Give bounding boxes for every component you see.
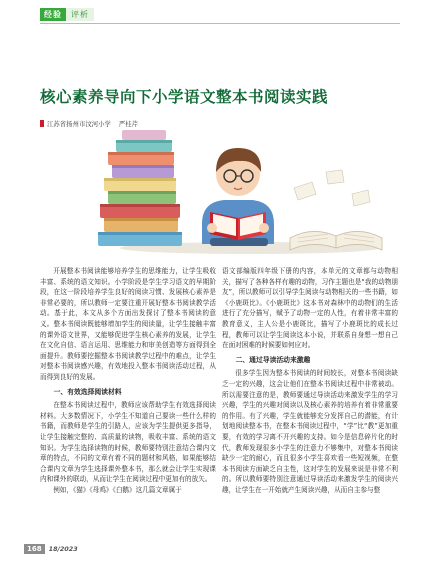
boy-reading-illustration-icon xyxy=(90,128,386,256)
book-stack-icon xyxy=(98,130,182,246)
header-divider xyxy=(40,23,400,24)
page-footer xyxy=(24,544,78,554)
paragraph: 在整本书阅读过程中，教师应该帮助学生有效选择阅读材料。大多数情况下，小学生不知道自己要读一些什么样的书籍，而教师是学生的引路人，应该为学生提供更多指导，让学生接触完整的、高质量的读物，吸收丰富、系统的语文知识。为学生选择读物的时候，教师要特别注意结合课内文章的特点，不同的文章有着不同的题材和风格，如果能够结合课内文章为学生选择课外整本书，那么就会让学生实现课内和课外的联动，从而让学生在阅读过程中更加有的放矢。 xyxy=(40,401,216,484)
author-line xyxy=(40,119,138,128)
paragraph: 很多学生因为整本书阅读的时间较长，对整本书阅读缺乏一定的兴趣，这会让他们在整本书阅读过程中非常被动。所以需要注意的是，教师要通过导读活动来激发学生的学习兴趣，学生的兴趣对阅读以及核心素养的培养有着非常重要的作用。有了兴趣，学生就能够充分发挥自己的潜能，有计划地阅读整本书，在整本书阅读过程中，“学”比“教”更加重要，有效的学习离不开兴趣的支持。如今是信息碎片化的时代，教师发现很多小学生的注意力不够集中，对整本书阅读缺少一定的耐心，而且很多小学生喜欢看一些短视频，在整本书阅读方面缺乏自主性，这对学生的发展来说是非常不利的。所以教师要特别注意通过导读活动来激发学生的阅读兴趣，让学生在一开始就产生阅读兴趣，从而自主参与整 xyxy=(222,369,398,494)
column-tag-main: 经验 xyxy=(40,8,66,21)
column-tag xyxy=(40,8,94,21)
red-square-mark-icon xyxy=(40,120,44,127)
body-column-left xyxy=(40,266,216,495)
section-heading-1: 一、有效选择阅读材料 xyxy=(53,387,122,396)
paragraph-continued: 语文部编版四年级下册的内容，本单元的文章都与动物相关，描写了各种各样有趣的动物，习作主题也是“我的动物朋友”，所以教师可以引导学生阅读与动物相关的一些书籍，如《小鹿斑比》。《小鹿斑比》这本书对森林中的动物们的生活进行了充分描写，赋予了动物一定的人性，有着非常丰富的教育意义，主人公是小鹿斑比，描写了小鹿斑比的成长过程，教师可以让学生阅读这本小说，并联系自身想一想自己在面对困难的时候要如何应对。 xyxy=(222,267,398,350)
page-number: 168 xyxy=(24,544,45,554)
author-name: 严桂芹 xyxy=(118,120,139,128)
boy-icon xyxy=(202,148,274,246)
body-column-right xyxy=(222,266,398,495)
issue-number: 18/2023 xyxy=(48,545,78,553)
article-title: 核心素养导向下小学语文整本书阅读实践 xyxy=(40,88,329,106)
column-tag-sub: 评析 xyxy=(66,8,94,21)
section-heading-2: 二、通过导读活动来激趣 xyxy=(235,355,311,364)
paragraph: 例如，《猫》《母鸡》《白鹅》这几篇文章属于 xyxy=(53,485,182,494)
paragraph: 开展整本书阅读能够培养学生的思维能力，让学生吸收丰富、系统的语文知识。小学阶段是学生学习语文的早期阶段，在这一阶段培养学生良好的阅读习惯、发展核心素养是非常必要的，所以教师一定要注重开展好整本书阅读教学活动。基于此，本文从多个方面出发探讨了整本书阅读的意义。整本书阅读既能够增加学生的阅读量，让学生接触丰富的课外语文世界，又能够促进学生核心素养的发展，让学生在文化自信、语言运用、思维能力和审美创造等方面得到全面提升。教师要挖掘整本书阅读教学过程中的难点，让学生对整本书阅读感兴趣，有效地投入整本书阅读活动过程，从而得到良好的发展。 xyxy=(40,267,216,381)
author-affiliation: 江苏省扬州市汶河小学 xyxy=(47,120,111,128)
flying-pages-icon xyxy=(294,170,370,206)
